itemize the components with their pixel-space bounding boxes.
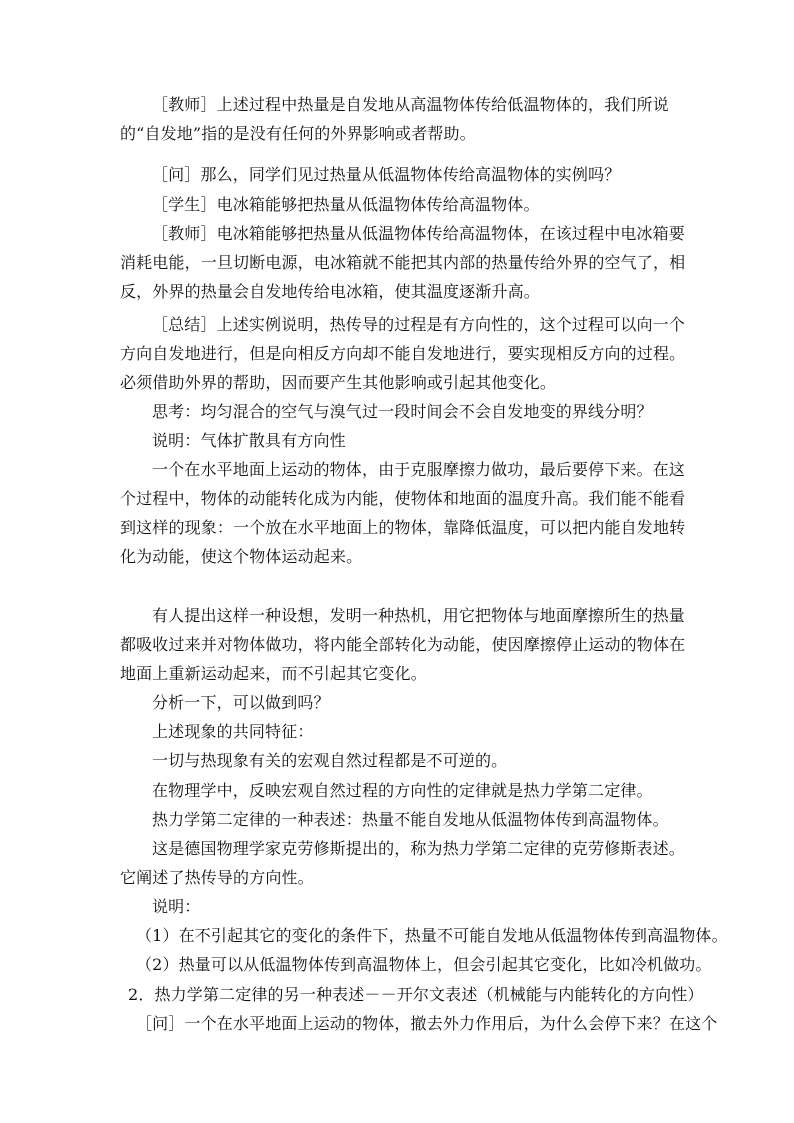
paragraph-think-gas: 思考：均匀混合的空气与溴气过一段时间会不会自发地变的界线分明？	[152, 402, 653, 421]
paragraph-clausius-origin: 这是德国物理学家克劳修斯提出的，称为热力学第二定律的克劳修斯表述。它阐述了热传导的方向性。	[120, 839, 685, 887]
paragraph-question-stop: ［问］一个在水平地面上运动的物体，撤去外力作用后，为什么会停下来？在这个	[136, 1014, 718, 1033]
section-heading-kelvin: 2．热力学第二定律的另一种表述－－开尔文表述（机械能与内能转化的方向性）	[128, 985, 704, 1004]
paragraph-friction-object: 一个在水平地面上运动的物体，由于克服摩擦力做功，最后要停下来。在这个过程中，物体的动能转化成为内能，使物体和地面的温度升高。我们能不能看到这样的现象：一个放在水平地面上的物体，靠降低温度，可以把内能自发地转化为动能，使这个物体运动起来。	[120, 460, 686, 566]
paragraph-irreversible: 一切与热现象有关的宏观自然过程都是不可逆的。	[152, 751, 508, 770]
paragraph-note-1: （1）在不引起其它的变化的条件下，热量不可能自发地从低温物体传到高温物体。	[136, 926, 728, 945]
paragraph-teacher-spontaneous: ［教师］上述过程中热量是自发地从高温物体传给低温物体的，我们所说的“自发地”指的是没有任何的外界影响或者帮助。	[120, 95, 669, 143]
paragraph-heat-engine-idea: 有人提出这样一种设想，发明一种热机，用它把物体与地面摩擦所生的热量都吸收过来并对物体做功，将内能全部转化为动能，使因摩擦停止运动的物体在地面上重新运动起来，而不引起其它变化。	[120, 606, 686, 683]
paragraph-summary: ［总结］上述实例说明，热传导的过程是有方向性的，这个过程可以向一个方向自发地进行，但是向相反方向却不能自发地进行，要实现相反方向的过程。必须借助外界的帮助，因而要产生其他影响或引起其他变化。	[120, 315, 686, 392]
paragraph-note-label: 说明：	[152, 897, 201, 916]
paragraph-teacher-fridge: ［教师］电冰箱能够把热量从低温物体传给高温物体，在该过程中电冰箱要消耗电能，一旦切断电源，电冰箱就不能把其内部的热量传给外界的空气了，相反，外界的热量会自发地传给电冰箱，使其温度逐渐升高。	[120, 224, 686, 301]
paragraph-question-examples: ［问］那么，同学们见过热量从低温物体传给高温物体的实例吗？	[152, 165, 621, 184]
paragraph-second-law: 在物理学中，反映宏观自然过程的方向性的定律就是热力学第二定律。	[152, 781, 653, 800]
paragraph-analyze: 分析一下，可以做到吗？	[152, 693, 330, 712]
paragraph-student-fridge: ［学生］电冰箱能够把热量从低温物体传给高温物体。	[152, 195, 540, 214]
paragraph-note-diffusion: 说明：气体扩散具有方向性	[152, 431, 346, 450]
paragraph-common-feature: 上述现象的共同特征：	[152, 722, 314, 741]
paragraph-clausius-statement: 热力学第二定律的一种表述：热量不能自发地从低温物体传到高温物体。	[152, 810, 669, 829]
paragraph-note-2: （2）热量可以从低温物体传到高温物体上，但会引起其它变化，比如冷机做功。	[136, 955, 712, 974]
